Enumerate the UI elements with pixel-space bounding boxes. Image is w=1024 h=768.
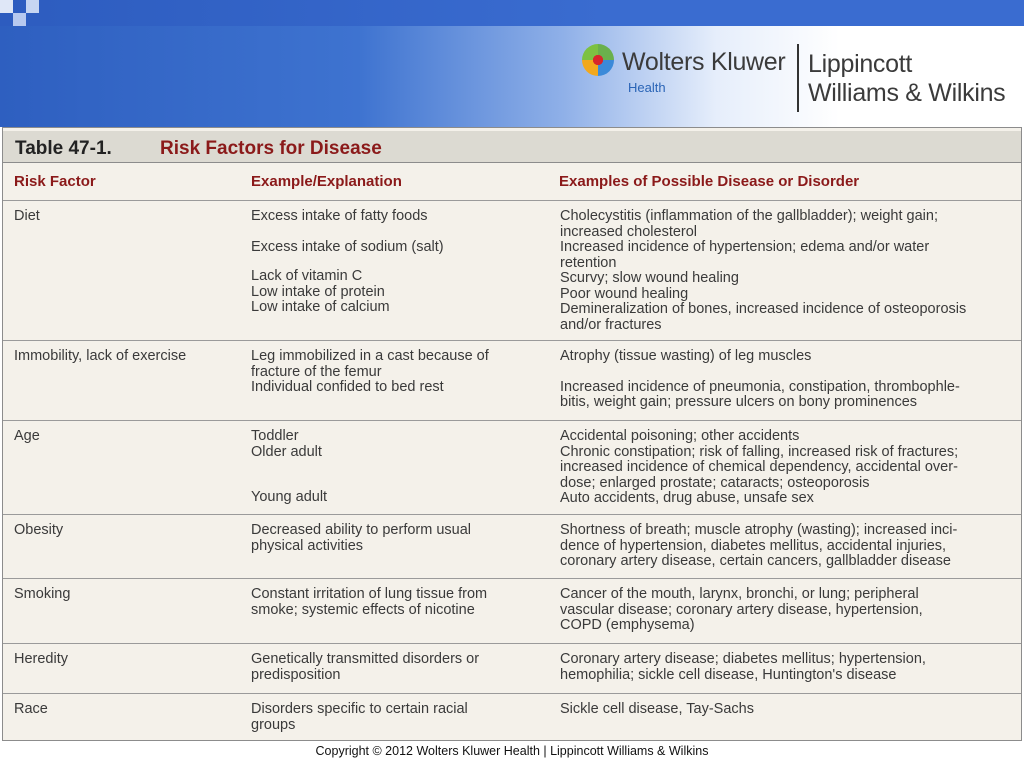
example-line: Disorders specific to certain racial groups bbox=[251, 701, 468, 733]
table-number: Table 47-1. bbox=[15, 138, 112, 159]
disease-cell bbox=[560, 587, 1018, 634]
decor-square bbox=[26, 0, 39, 13]
example-line: Excess intake of sodium (salt) bbox=[251, 238, 444, 255]
disease-cell bbox=[560, 702, 1018, 718]
disease-line: Coronary artery disease; diabetes mellitus; hypertension, hemophilia; sickle cell disease, Huntington's disease bbox=[560, 651, 926, 683]
disease-line: Increased incidence of hypertension; edema and/or water retention bbox=[560, 239, 930, 271]
logo-divider bbox=[797, 44, 799, 112]
lww-logo bbox=[808, 50, 1005, 108]
example-cell bbox=[251, 209, 547, 316]
example-cell bbox=[251, 652, 547, 683]
table-row bbox=[3, 200, 1021, 340]
example-cell bbox=[251, 702, 547, 733]
brand-subtitle: Health bbox=[628, 80, 666, 95]
risk-factor-table bbox=[2, 127, 1022, 741]
example-cell bbox=[251, 429, 547, 506]
disease-cell bbox=[560, 652, 1018, 683]
disease-line: Cholecystitis (inflammation of the gallbladder); weight gain; increased cholesterol bbox=[560, 208, 938, 240]
lww-line-2: Williams & Wilkins bbox=[808, 79, 1006, 107]
disease-line: Shortness of breath; muscle atrophy (wasting); increased inci- dence of hypertension, diabetes mellitus, accidental injuries, coronary artery disease, certain cancers, gallbladder disease bbox=[560, 522, 958, 569]
disease-line: Cancer of the mouth, larynx, bronchi, or lung; peripheral vascular disease; coronary artery disease, hypertension, COPD (emphysema) bbox=[560, 586, 923, 633]
example-line: Decreased ability to perform usual physical activities bbox=[251, 522, 472, 554]
disease-line: Accidental poisoning; other accidents Chronic constipation; risk of falling, increased risk of fractures; increased incidence of chemical dependency, accidental over- dose; enlarged prostate; cataracts; osteoporosis Auto accidents, drug abuse, unsafe sex bbox=[560, 428, 959, 506]
disease-cell bbox=[560, 349, 1018, 411]
disease-cell bbox=[560, 429, 1018, 507]
table-row bbox=[3, 693, 1021, 740]
disease-line: Scurvy; slow wound healing Poor wound healing Demineralization of bones, increased incidence of osteoporosis and/or fractures bbox=[560, 270, 967, 333]
example-line: Lack of vitamin C Low intake of protein Low intake of calcium bbox=[251, 268, 390, 315]
copyright-footer: Copyright © 2012 Wolters Kluwer Health | Lippincott Williams & Wilkins bbox=[315, 744, 709, 758]
table-title-bar bbox=[3, 131, 1021, 163]
header-banner bbox=[0, 0, 1024, 127]
risk-factor-cell: Immobility, lack of exercise bbox=[14, 348, 187, 364]
example-cell bbox=[251, 523, 547, 554]
risk-factor-cell: Obesity bbox=[14, 522, 64, 538]
table-row bbox=[3, 578, 1021, 643]
example-line: Young adult bbox=[251, 489, 328, 505]
example-cell bbox=[251, 349, 547, 396]
column-header-example: Example/Explanation bbox=[251, 173, 402, 190]
example-line: Toddler Older adult bbox=[251, 428, 322, 460]
disease-cell bbox=[560, 523, 1018, 570]
example-line: Excess intake of fatty foods bbox=[251, 208, 428, 224]
example-line: Leg immobilized in a cast because of fracture of the femur Individual confided to bed rest bbox=[251, 348, 489, 395]
table-title: Risk Factors for Disease bbox=[160, 138, 382, 159]
table-row bbox=[3, 643, 1021, 693]
example-line: Genetically transmitted disorders or predisposition bbox=[251, 651, 480, 683]
example-line: Constant irritation of lung tissue from smoke; systemic effects of nicotine bbox=[251, 586, 488, 618]
decor-square bbox=[0, 0, 13, 13]
table-row bbox=[3, 514, 1021, 578]
risk-factor-cell: Smoking bbox=[14, 586, 71, 602]
globe-icon bbox=[582, 44, 614, 76]
column-header-risk-factor: Risk Factor bbox=[14, 173, 96, 190]
risk-factor-cell: Diet bbox=[14, 208, 40, 224]
disease-line: Increased incidence of pneumonia, constipation, thrombophle- bitis, weight gain; pressure ulcers on bony prominences bbox=[560, 378, 960, 410]
column-header-disease: Examples of Possible Disease or Disorder bbox=[559, 173, 860, 190]
table-row bbox=[3, 420, 1021, 514]
lww-line-1: Lippincott bbox=[808, 50, 913, 78]
brand-name: Wolters Kluwer bbox=[622, 48, 786, 76]
header-stripe bbox=[0, 0, 1024, 26]
disease-line: Atrophy (tissue wasting) of leg muscles bbox=[560, 348, 812, 364]
risk-factor-cell: Age bbox=[14, 428, 40, 444]
disease-line: Sickle cell disease, Tay-Sachs bbox=[560, 701, 754, 717]
example-cell bbox=[251, 587, 547, 618]
risk-factor-cell: Race bbox=[14, 701, 48, 717]
disease-cell bbox=[560, 209, 1018, 333]
risk-factor-cell: Heredity bbox=[14, 651, 68, 667]
table-row bbox=[3, 340, 1021, 420]
decor-square bbox=[13, 13, 26, 26]
